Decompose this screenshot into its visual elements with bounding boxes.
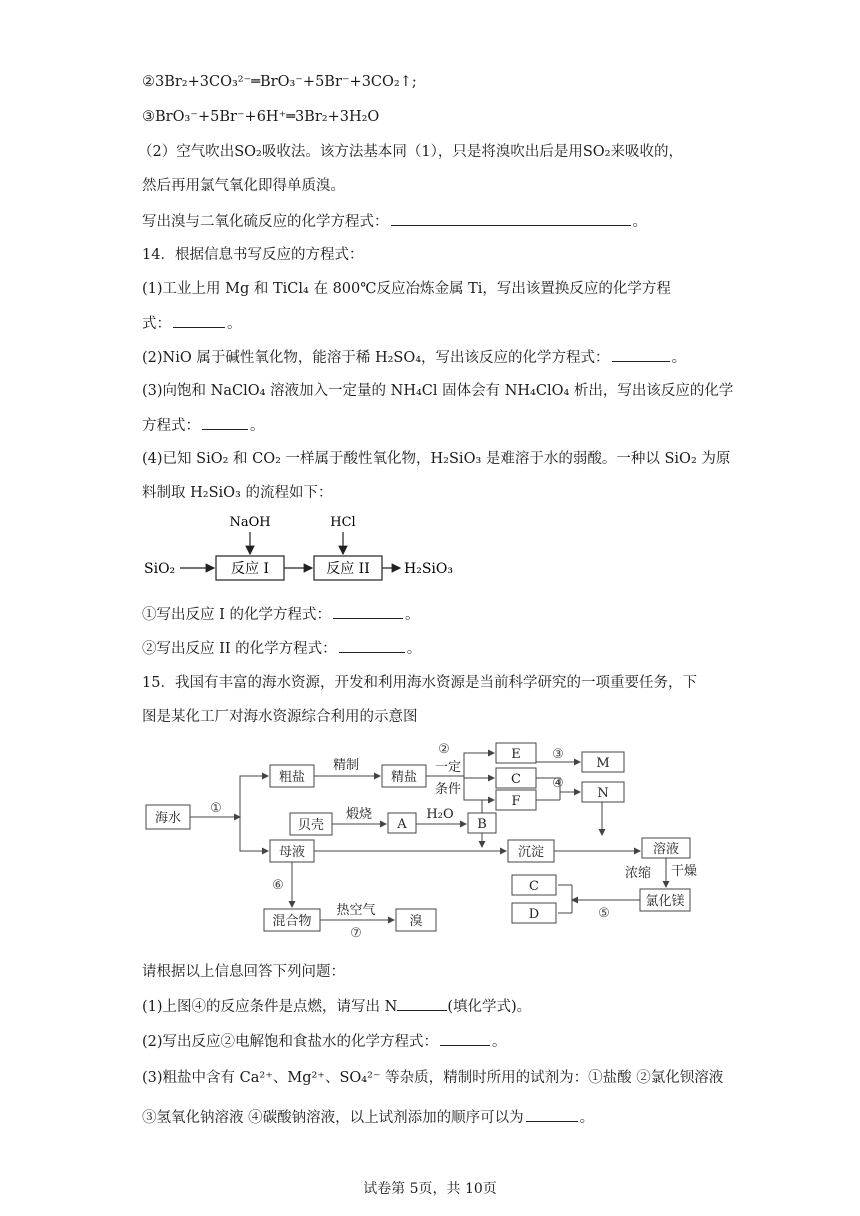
q14-title: 14．根据信息书写反应的方程式： [142, 247, 364, 263]
answer-blank[interactable] [339, 638, 405, 653]
q14-part2-label: (2)NiO 属于碱性氧化物，能溶于稀 H₂SO₄，写出该反应的化学方程式： [142, 350, 610, 366]
flow-reagent-2: HCl [330, 515, 356, 530]
period: 。 [406, 641, 422, 657]
q15-part1-tail: (填化学式)。 [447, 999, 532, 1015]
q14-sub2-label: ②写出反应 II 的化学方程式： [142, 641, 337, 657]
label-M: M [596, 756, 610, 771]
marker-4: ④ [552, 776, 564, 791]
period: 。 [227, 316, 242, 332]
label-B: B [477, 817, 487, 832]
period: 。 [632, 214, 647, 230]
label-mother-liquor: 母液 [278, 845, 306, 860]
q15-part1-label: (1)上图④的反应条件是点燃，请写出 N [142, 999, 398, 1015]
marker-7: ⑦ [350, 926, 362, 940]
label-E: E [511, 747, 521, 762]
part2-text-b: 然后再用氯气氧化即得单质溴。 [142, 178, 345, 194]
marker-1: ① [210, 801, 222, 816]
label-seawater: 海水 [154, 811, 182, 826]
q15-part1 [142, 996, 531, 1017]
answer-blank[interactable] [173, 313, 225, 328]
answer-blank[interactable] [202, 415, 248, 430]
reaction-3: ③BrO₃⁻+5Br⁻+6H⁺═3Br₂+3H₂O [142, 109, 380, 125]
period: 。 [250, 418, 265, 434]
label-D: D [528, 907, 540, 922]
label-shell: 贝壳 [297, 818, 325, 833]
q15-prompt: 请根据以上信息回答下列问题： [142, 964, 345, 980]
label-concentrate: 浓缩 [624, 866, 652, 881]
label-refined-salt: 精盐 [390, 770, 418, 785]
flow-box-1-label: 反应 I [231, 561, 269, 577]
answer-blank[interactable] [333, 604, 403, 619]
q15-part3-b [142, 1107, 594, 1128]
q15-part2-label: (2)写出反应②电解饱和食盐水的化学方程式： [142, 1034, 439, 1050]
period: 。 [579, 1110, 595, 1126]
q14-part1-label: 式： [142, 316, 171, 332]
q15-part3-label: ③氢氧化钠溶液 ④碳酸钠溶液，以上试剂添加的顺序可以为 [142, 1110, 524, 1126]
part2-question-label: 写出溴与二氧化硫反应的化学方程式： [142, 214, 389, 230]
q14-sub2 [142, 638, 421, 659]
answer-blank[interactable] [397, 996, 447, 1011]
q14-part4-a: (4)已知 SiO₂ 和 CO₂ 一样属于酸性氧化物，H₂SiO₃ 是难溶于水的弱酸。一种以 SiO₂ 为原 [142, 451, 731, 467]
label-crude-salt: 粗盐 [278, 770, 306, 785]
sio2-flow-diagram [140, 510, 480, 592]
label-hot-air: 热空气 [336, 903, 376, 918]
q14-part3-a: (3)向饱和 NaClO₄ 溶液加入一定量的 NH₄Cl 固体会有 NH₄ClO₄ 析出，写出该反应的化学 [142, 383, 734, 399]
q15-title-a: 15．我国有丰富的海水资源，开发和利用海水资源是当前科学研究的一项重要任务，下 [142, 675, 697, 691]
q14-part1-a: (1)工业上用 Mg 和 TiCl₄ 在 800℃反应冶炼金属 Ti，写出该置换反应的化学方程 [142, 281, 671, 297]
label-bromine: 溴 [409, 914, 423, 929]
q15-part3-a: (3)粗盐中含有 Ca²⁺、Mg²⁺、SO₄²⁻ 等杂质，精制时所用的试剂为：①盐酸 ②氯化钡溶液 [142, 1070, 724, 1086]
page-footer: 试卷第 5页，共 10页 [363, 1181, 497, 1197]
label-water: H₂O [426, 807, 454, 822]
q14-part3-b [142, 415, 265, 436]
period: 。 [404, 607, 420, 623]
q14-part4-b: 料制取 H₂SiO₃ 的流程如下： [142, 485, 333, 501]
seawater-utilization-diagram [140, 735, 720, 940]
label-mgcl2: 氯化镁 [645, 894, 685, 909]
label-calcine: 煅烧 [345, 807, 373, 822]
label-dry: 干燥 [670, 864, 698, 879]
q15-title-b: 图是某化工厂对海水资源综合利用的示意图 [142, 709, 418, 725]
label-C-bottom: C [529, 879, 539, 894]
answer-blank[interactable] [526, 1107, 578, 1122]
q14-part3-label: 方程式： [142, 418, 200, 434]
label-mixture: 混合物 [272, 914, 312, 929]
answer-blank[interactable] [612, 347, 670, 362]
q15-part2 [142, 1031, 507, 1052]
flow-reagent-1: NaOH [229, 515, 271, 530]
answer-blank[interactable] [440, 1031, 490, 1046]
q14-part2 [142, 347, 686, 368]
marker-2: ② [438, 742, 450, 757]
label-F: F [511, 794, 521, 809]
label-A: A [397, 817, 407, 832]
flow-start: SiO₂ [144, 561, 176, 577]
label-solution: 溶液 [652, 842, 680, 857]
part2-question [142, 211, 647, 232]
flow-box-2-label: 反应 II [326, 561, 370, 577]
part2-text-a: （2）空气吹出SO₂吸收法。该方法基本同（1），只是将溴吹出后是用SO₂来吸收的， [138, 144, 683, 160]
q14-sub1 [142, 604, 419, 625]
reaction-2: ②3Br₂+3CO₃²⁻═BrO₃⁻+5Br⁻+3CO₂↑; [142, 74, 417, 90]
flow-end: H₂SiO₃ [404, 561, 453, 577]
q14-part1-b [142, 313, 242, 334]
marker-3: ③ [552, 747, 564, 762]
label-precipitate: 沉淀 [517, 845, 545, 860]
marker-6: ⑥ [272, 878, 284, 893]
label-N: N [597, 786, 609, 801]
label-cond-b: 条件 [434, 782, 462, 797]
label-cond-a: 一定 [434, 760, 462, 775]
q14-sub1-label: ①写出反应 I 的化学方程式： [142, 607, 331, 623]
marker-5: ⑤ [598, 906, 610, 921]
label-refine: 精制 [332, 758, 360, 773]
label-C-top: C [511, 772, 521, 787]
period: 。 [671, 350, 687, 366]
answer-blank[interactable] [391, 211, 631, 226]
period: 。 [492, 1034, 507, 1050]
